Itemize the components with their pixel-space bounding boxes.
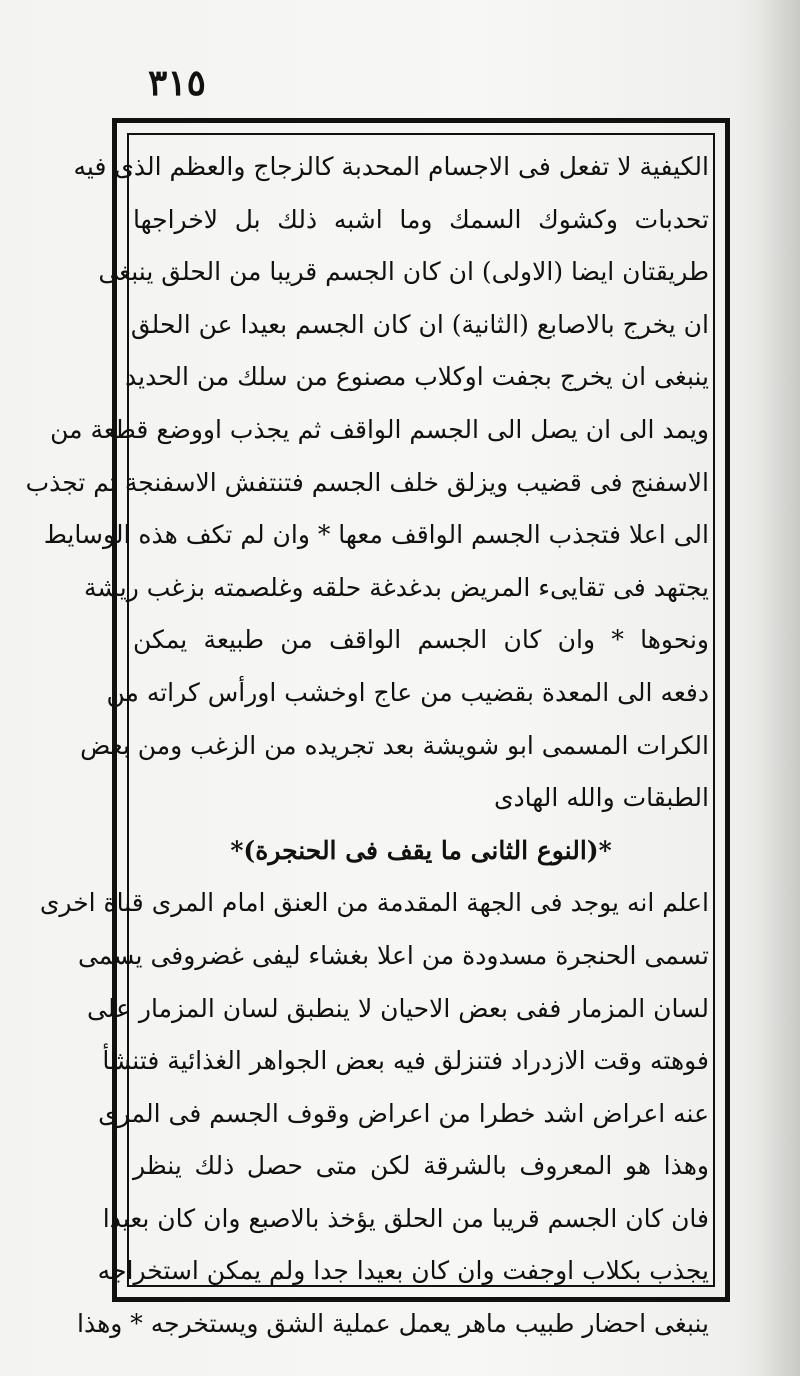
text-line: الكرات المسمى ابو شويشة بعد تجريده من الزغب ومن بعض	[80, 730, 709, 760]
text-line: ان يخرج بالاصابع (الثانية) ان كان الجسم بعيدا عن الحلق	[130, 309, 709, 339]
text-line: ينبغى احضار طبيب ماهر يعمل عملية الشق ويستخرجه * وهذا	[77, 1309, 709, 1339]
text-line: ينبغى ان يخرج بجفت اوكلاب مصنوع من سلك من الحديد	[125, 362, 709, 392]
spine-shadow	[760, 0, 800, 1376]
text-line: دفعه الى المعدة بقضيب من عاج اوخشب اورأس كراته من	[106, 677, 709, 707]
text-line: تسمى الحنجرة مسدودة من اعلا بغشاء ليفى غضروفى يسمى	[77, 940, 709, 970]
text-line: وهذا هو المعروف بالشرقة لكن متى حصل ذلك ينظر	[133, 1151, 709, 1181]
text-line: لسان المزمار ففى بعض الاحيان لا ينطبق لسان المزمار على	[86, 993, 709, 1023]
text-line: الى اعلا فتجذب الجسم الواقف معها * وان لم تكف هذه الوسايط	[43, 520, 709, 550]
text-line: فوهته وقت الازدراد فتنزلق فيه بعض الجواهر الغذائية فتنشأ	[102, 1046, 709, 1076]
text-line: الاسفنج فى قضيب ويزلق خلف الجسم فتنتفش الاسفنجة ثم تجذب	[25, 467, 709, 497]
text-line: فان كان الجسم قريبا من الحلق يؤخذ بالاصبع وان كان بعيدا	[102, 1203, 709, 1233]
section-heading: *(النوع الثانى ما يقف فى الحنجرة)*	[230, 835, 612, 865]
text-line: اعلم انه يوجد فى الجهة المقدمة من العنق امام المرى قناة اخرى	[39, 888, 709, 918]
text-line: يجذب بكلاب اوجفت وان كان بعيدا جدا ولم يمكن استخراجه	[97, 1256, 709, 1286]
text-line: عنه اعراض اشد خطرا من اعراض وقوف الجسم فى المرى	[98, 1098, 709, 1128]
text-line: الطبقات والله الهادى	[493, 783, 709, 813]
text-line: ونحوها * وان كان الجسم الواقف من طبيعة يمكن	[133, 625, 709, 655]
text-line: تحدبات وكشوك السمك وما اشبه ذلك بل لاخراجها	[133, 204, 709, 234]
text-line: يجتهد فى تقايىء المريض بدغدغة حلقه وغلصمته بزغب ريشة	[84, 572, 709, 602]
text-line: طريقتان ايضا (الاولى) ان كان الجسم قريبا من الحلق ينبغى	[98, 257, 709, 287]
text-line: الكيفية لا تفعل فى الاجسام المحدبة كالزجاج والعظم الذى فيه	[73, 152, 709, 181]
page-border-frame	[25, 118, 730, 1339]
text-line: ويمد الى ان يصل الى الجسم الواقف ثم يجذب اووضع قطعة من	[50, 414, 709, 444]
page-number: ٣١٥	[148, 62, 207, 104]
body-text	[25, 141, 709, 1351]
